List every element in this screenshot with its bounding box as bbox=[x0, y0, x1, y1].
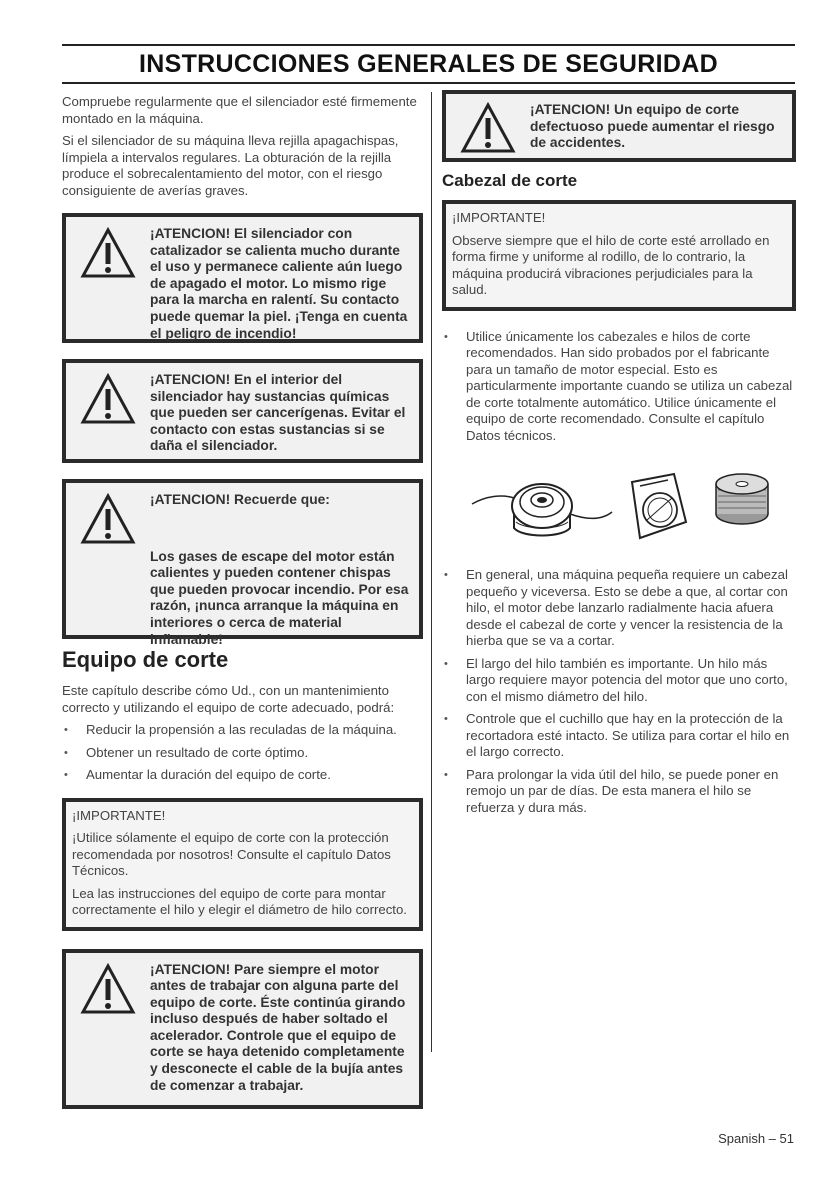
benefits-list bbox=[62, 722, 423, 784]
warning-text-exhaust bbox=[150, 483, 419, 656]
warning-exhaust-body: Los gases de escape del motor están calientes y pueden contener chispas que pueden provocar incendio. Por esa razón, ¡nunca arranque la máquina en interiores o cerca de material inflamable! bbox=[150, 548, 409, 647]
list-item: • El largo del hilo también es importante. Un hilo más largo requiere mayor potencia del motor que uno corto, con el mismo diámetro del hilo. bbox=[442, 656, 796, 706]
trimmer-line-spool-illustration bbox=[716, 474, 768, 524]
cutting-head-list-bottom bbox=[442, 567, 796, 816]
warning-triangle-icon bbox=[80, 493, 136, 545]
page-number: Spanish – 51 bbox=[718, 1131, 794, 1146]
column-divider bbox=[431, 92, 432, 1052]
list-item: • En general, una máquina pequeña requiere un cabezal pequeño y viceversa. Esto se debe a que, al cortar con hilo, el motor debe lanzarlo radialmente hacia afuera desde el cabezal de corte y vencer la resistencia de la hierba que se va a cortar. bbox=[442, 567, 796, 650]
left-column bbox=[62, 94, 423, 1125]
trimmer-head-illustration bbox=[472, 484, 612, 536]
list-item: • Reducir la propensión a las reculadas de la máquina. bbox=[62, 722, 423, 739]
warning-box-stop-motor bbox=[62, 949, 423, 1109]
right-column bbox=[442, 90, 796, 824]
list-item: • Obtener un resultado de corte óptimo. bbox=[62, 745, 423, 762]
page-title: INSTRUCCIONES GENERALES DE SEGURIDAD bbox=[139, 50, 718, 78]
header-rule-top bbox=[62, 44, 795, 46]
warning-triangle-icon bbox=[80, 373, 136, 425]
list-item: • Aumentar la duración del equipo de corte. bbox=[62, 767, 423, 784]
warning-box-catalyst bbox=[62, 213, 423, 343]
warning-text-stop-motor: ¡ATENCION! Pare siempre el motor antes de trabajar con alguna parte del equipo de corte. Éste continúa girando incluso después de haber soltado el acelerador. Controle que el equipo de corte se haya detenido completamente y desconecte el cable de la bujía antes de comenzar a trabajar. bbox=[150, 961, 406, 1093]
warning-triangle-icon bbox=[80, 963, 136, 1015]
warning-box-defective-equipment bbox=[442, 90, 796, 162]
list-item: • Controle que el cuchillo que hay en la protección de la recortadora esté intacto. Se utiliza para cortar el hilo en el largo correcto. bbox=[442, 711, 796, 761]
list-item: • Utilice únicamente los cabezales e hilos de corte recomendados. Han sido probados por el fabricante para un tamaño de motor especial. Esto es particularmente importante cuando se utiliza un cabezal de corte totalmente automático. Utilice únicamente el equipo de corte recomendado. Consulte el capítulo Datos técnicos. bbox=[442, 329, 796, 445]
important-text: Observe siempre que el hilo de corte esté arrollado en forma firme y uniforme al rodillo, de lo contrario, la máquina producirá vibraciones perjudiciales para la salud. bbox=[452, 232, 770, 297]
list-item: • Para prolongar la vida útil del hilo, se puede poner en remojo un par de días. De esta manera el hilo se refuerza y dura más. bbox=[442, 767, 796, 817]
important-label: ¡IMPORTANTE! bbox=[72, 807, 166, 823]
warning-text-catalyst: ¡ATENCION! El silenciador con catalizador se calienta mucho durante el uso y permanece caliente aún luego de apagado el motor. Lo mismo rige para la marcha en ralentí. Su contacto puede quemar la piel. ¡Tenga en cuenta el peligro de incendio! bbox=[150, 226, 408, 341]
trimmer-line-package-illustration bbox=[632, 474, 686, 538]
section-title-equipo: Equipo de corte bbox=[62, 647, 229, 672]
intro-paragraph-1: Compruebe regularmente que el silenciador esté firmemente montado en la máquina. bbox=[62, 94, 417, 126]
warning-box-exhaust bbox=[62, 479, 423, 647]
warning-exhaust-lead: ¡ATENCION! Recuerde que: bbox=[150, 492, 330, 507]
important-box-line-winding bbox=[442, 200, 796, 311]
cutting-equipment-illustration bbox=[442, 462, 796, 550]
warning-box-chemicals bbox=[62, 359, 423, 463]
warning-triangle-icon bbox=[460, 102, 516, 154]
cutting-head-list-top bbox=[442, 329, 796, 445]
important-paragraph-2: Lea las instrucciones del equipo de corte para montar correctamente el hilo y elegir el diámetro de hilo correcto. bbox=[72, 885, 407, 917]
important-box-cutting-equipment bbox=[62, 798, 423, 931]
intro-paragraph-2: Si el silenciador de su máquina lleva rejilla apagachispas, límpiela a intervalos regulares. La obturación de la rejilla produce el sobrecalentamiento del motor, con el riesgo consiguiente de averías graves. bbox=[62, 133, 399, 198]
warning-triangle-icon bbox=[80, 227, 136, 279]
section-intro: Este capítulo describe cómo Ud., con un mantenimiento correcto y utilizando el equipo de corte adecuado, podrá: bbox=[62, 683, 395, 715]
sub-title-cabezal: Cabezal de corte bbox=[442, 171, 578, 190]
important-label: ¡IMPORTANTE! bbox=[452, 210, 546, 225]
header-rule-bottom bbox=[62, 82, 795, 84]
warning-text-defective-equipment: ¡ATENCION! Un equipo de corte defectuoso puede aumentar el riesgo de accidentes. bbox=[530, 102, 775, 151]
important-paragraph-1: ¡Utilice sólamente el equipo de corte con la protección recomendada por nosotros! Consulte el capítulo Datos Técnicos. bbox=[72, 830, 391, 878]
warning-text-chemicals: ¡ATENCION! En el interior del silenciador hay sustancias químicas que pueden ser cancerígenas. Evitar el contacto con estas sustancias si se daña el silenciador. bbox=[150, 372, 406, 454]
